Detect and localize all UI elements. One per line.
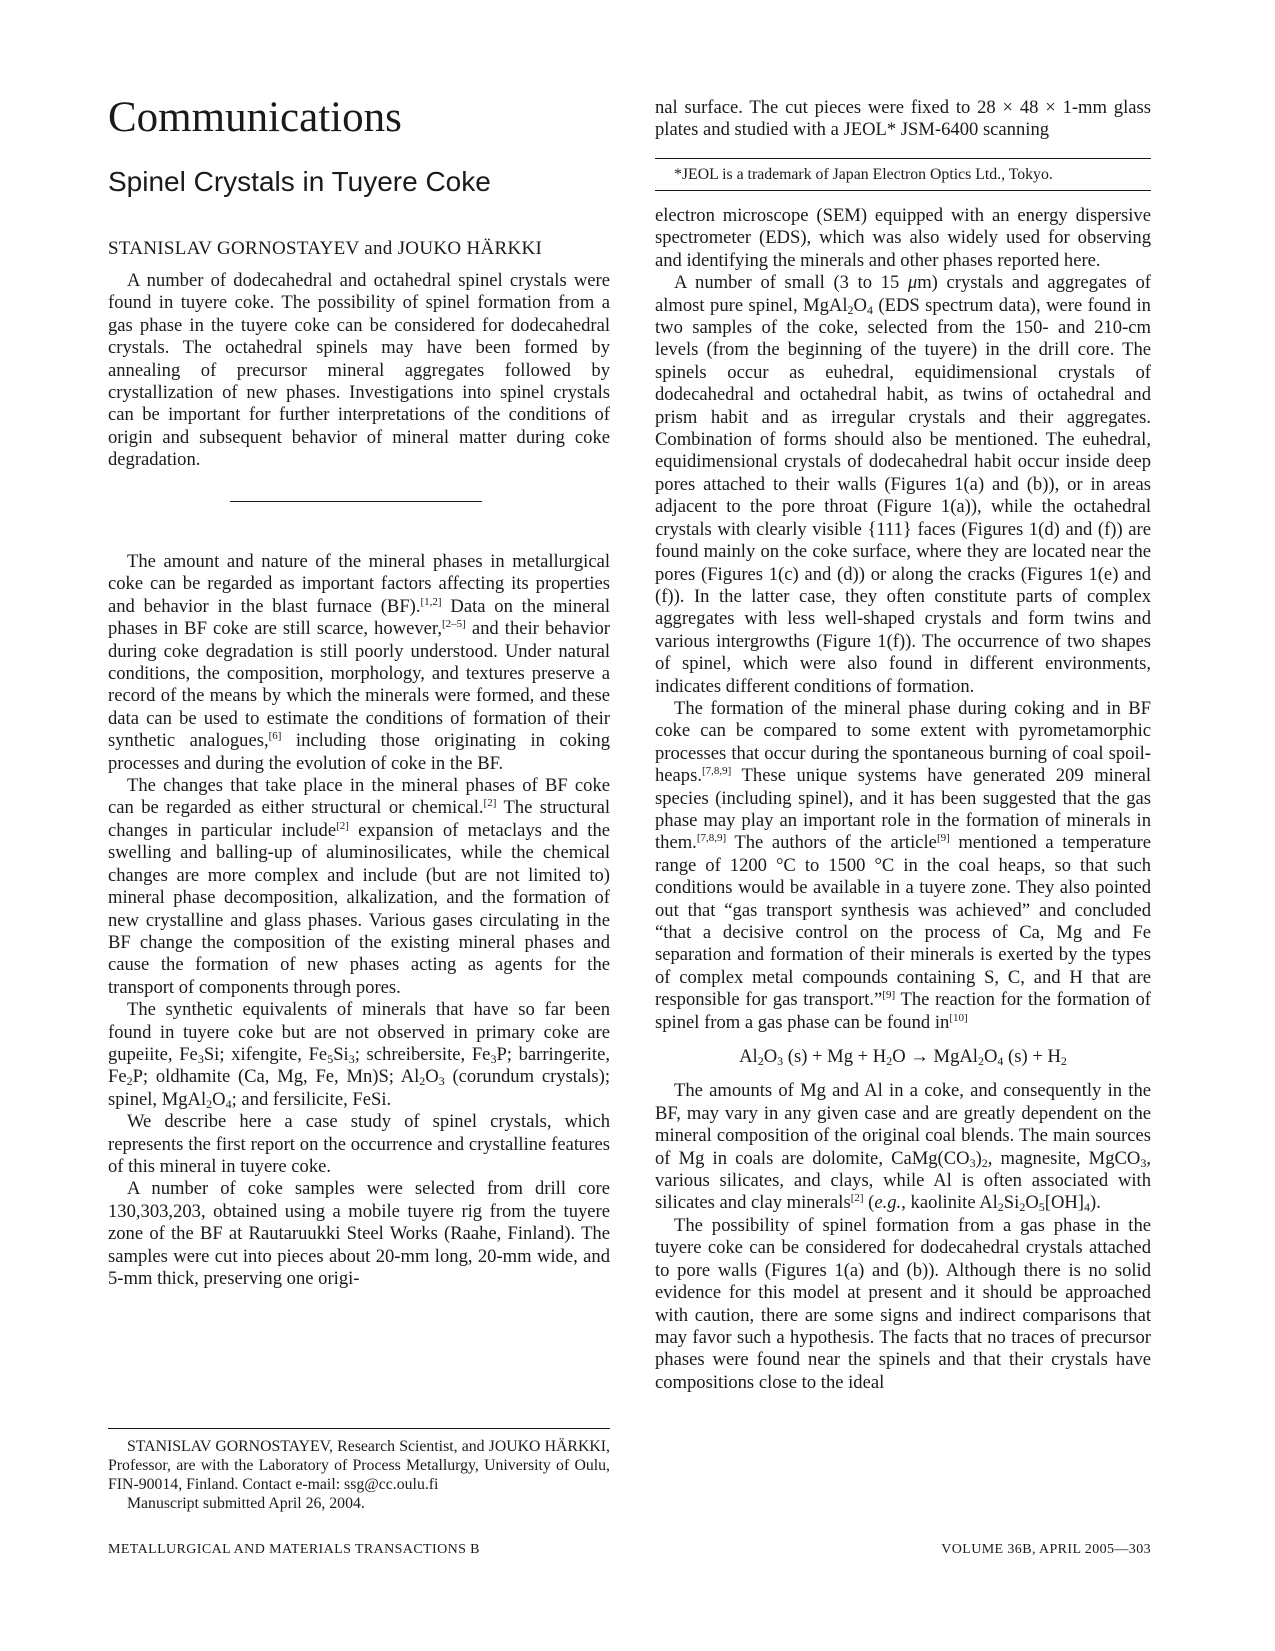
abstract-paragraph: A number of dodecahedral and octahedral spinel crystals were found in tuyere coke. The possibility of spinel formation from a gas phase in the tuyere coke can be considered for dodecahedral crystals. The octahedral spinels may have been formed by annealing of precursor mineral aggregates followed by crystallization of new phases. Investigations into spinel crystals can be important for further interpretations of the conditions of origin and subsequent behavior of mineral matter during coke degradation. [108,270,610,471]
paragraph: The amounts of Mg and Al in a coke, and consequently in the BF, may vary in any given case and are greatly dependent on the mineral composition of the original coal blends. The main sources of Mg in coals are dolomite, $CaMg(CO_3)_2$, magnesite, MgCO$_3$, various silicates, and clays, while Al is often associated with silicates and clay minerals[2] (e.g., kaolinite $Al_2Si_2O_5[OH]_4$). [655,1080,1151,1215]
submission-date: Manuscript submitted April 26, 2004. [127,1495,365,1512]
footer-volume-page: VOLUME 36B, APRIL 2005—303 [941,1542,1151,1557]
paragraph: We describe here a case study of spinel crystals, which represents the first report on the occurrence and crystalline features of this mineral in tuyere coke. [108,1111,610,1177]
article-title: Spinel Crystals in Tuyere Coke [108,166,491,197]
author-affiliation-footnote [108,1437,610,1513]
paragraph: The changes that take place in the mineral phases of BF coke can be regarded as either structural or chemical.[2] The structural changes in particular include[2] expansion of metaclays and the swelling and balling-up of aluminosilicates, while the chemical changes are more complex and include (but are not limited to) mineral phase decomposition, alkalization, and the formation of new crystalline and glass phases. Various gases circulating in the BF change the composition of the existing mineral phases and cause the formation of new phases acting as agents for the transport of components through pores. [108,775,610,998]
footer-journal-name: METALLURGICAL AND MATERIALS TRANSACTIONS B [108,1542,480,1557]
trademark-footnote: *JEOL is a trademark of Japan Electron Optics Ltd., Tokyo. [674,166,1053,183]
paragraph: The amount and nature of the mineral phases in metallurgical coke can be regarded as important factors affecting its properties and behavior in the blast furnace (BF).[1,2] Data on the mineral phases in BF coke are still scarce, however,[2–5] and their behavior during coke degradation is still poorly understood. Under natural conditions, the composition, morphology, and textures preserve a record of the means by which the minerals were formed, and these data can be used to estimate the conditions of formation of their synthetic analogues,[6] including those originating in coking processes and during the evolution of coke in the BF. [108,551,610,774]
author-byline: STANISLAV GORNOSTAYEV and JOUKO HÄRKKI [108,238,543,259]
citation: [9] [882,989,896,1002]
abstract [108,270,610,472]
paragraph: The possibility of spinel formation from a gas phase in the tuyere coke can be considered for dodecahedral crystals attached to pore walls (Figures 1(a) and (b)). Although there is no solid evidence for this model at present and it should be approached with caution, there are some signs and indirect comparisons that may favor such a hypothesis. The facts that no traces of precursor phases were found near the spinels and that their crystals have compositions close to the ideal [655,1214,1151,1393]
affiliation-text: STANISLAV GORNOSTAYEV, Research Scientist, and JOUKO HÄRKKI, Professor, are with the Laboratory of Process Metallurgy, University of Oulu, FIN-90014, Finland. Contact e-mail: ssg@cc.oulu.fi [108,1438,610,1493]
reaction-equation: $Al_2O_3$ $(s) + Mg + H_2O$ → $MgAl_2O_4$ $(s) + H_2$ [739,1046,1067,1069]
footnote-rule [655,190,1151,191]
body-column-right-top [655,97,1151,142]
body-column-left [108,551,610,1290]
citation: [9] [936,832,950,845]
citation: [6] [268,730,282,743]
citation: [10] [949,1011,968,1024]
citation: [2] [483,797,497,810]
paragraph-continuation: nal surface. The cut pieces were fixed to 28 × 48 × 1-mm glass plates and studied with a JEOL* JSM-6400 scanning [655,97,1151,141]
paragraph: A number of coke samples were selected from drill core 130,303,203, obtained using a mobile tuyere rig from the tuyere zone of the BF at Rautaruukki Steel Works (Raahe, Finland). The samples were cut into pieces about 20-mm long, 20-mm wide, and 5-mm thick, preserving one origi- [108,1178,610,1289]
citation: [2–5] [441,618,466,631]
body-column-right [655,205,1151,1394]
paragraph: The formation of the mineral phase during coking and in BF coke can be compared to some extent with pyrometamorphic processes that occur during the spontaneous burning of coal spoil-heaps.[7,8,9] These unique systems have generated 209 mineral species (including spinel), and it has been suggested that the gas phase may play an important role in the formation of minerals in them.[7,8,9] The authors of the article[9] mentioned a temperature range of 1200 °C to 1500 °C in the coal heaps, so that such conditions would be available in a tuyere zone. They also pointed out that “gas transport synthesis was achieved” and concluded “that a decisive control on the process of Ca, Mg and Fe separation and formation of their minerals is exerted by the types of complex metal compounds containing S, C, and H that are responsible for gas transport.”[9] The reaction for the formation of spinel from a gas phase can be found in[10] [655,697,1151,1033]
citation: [2] [336,819,349,832]
citation: [2] [850,1192,864,1205]
paragraph: The synthetic equivalents of minerals that have so far been found in tuyere coke but are not observed in primary coke are gupeiite, $Fe_3Si$; xifengite, $Fe_5Si_3$; schreibersite, $Fe_3P$; barringerite, $Fe_2P$; oldhamite (Ca, Mg, Fe, Mn)S; $Al_2O_3$ (corundum crystals); spinel, $MgAl_2O_4$; and fersilicite, FeSi. [108,999,610,1111]
section-title: Communications [108,94,402,141]
citation: [7,8,9] [701,765,732,778]
citation: [7,8,9] [696,832,727,845]
footnote-rule [108,1428,610,1429]
footnote-rule [655,158,1151,159]
paragraph: electron microscope (SEM) equipped with an energy dispersive spectrometer (EDS), which was also widely used for observing and identifying the minerals and other phases reported here. [655,205,1151,271]
paragraph: A number of small (3 to 15 μm) crystals and aggregates of almost pure spinel, $MgAl_2O_4$ (EDS spectrum data), were found in two samples of the coke, selected from the 150- and 210-cm levels (from the beginning of the tuyere) in the drill core. The spinels occur as euhedral, equidimensional crystals of dodecahedral and octahedral habit, as twins of octahedral and prism habit and as irregular crystals and their aggregates. Combination of forms should also be mentioned. The euhedral, equidimensional crystals of dodecahedral habit occur inside deep pores attached to their walls (Figures 1(a) and (b)), or in areas adjacent to the pore throat (Figure 1(a)), while the octahedral crystals with clearly visible {111} faces (Figures 1(d) and (f)) are found mainly on the coke surface, where they are located near the pores (Figures 1(c) and (d)) or along the cracks (Figures 1(e) and (f)). In the latter case, they often constitute parts of complex aggregates with less well-shaped crystals and form twins and various intergrowths (Figure 1(f)). The occurrence of two shapes of spinel, which were also found in different environments, indicates different conditions of formation. [655,272,1151,697]
citation: [1,2] [420,595,442,608]
abstract-separator-rule [230,501,482,502]
